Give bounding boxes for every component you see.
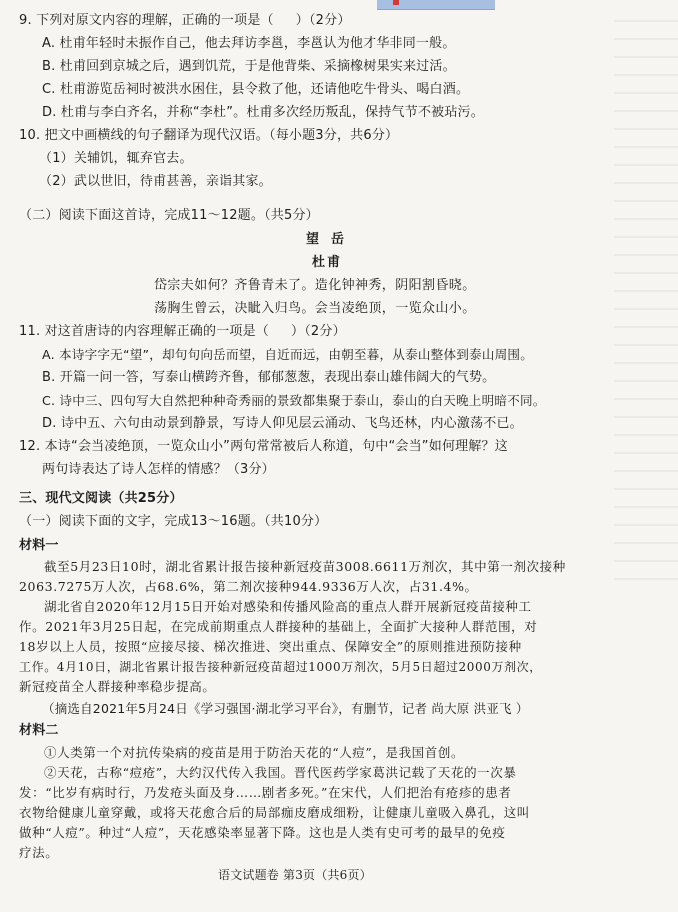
section3-heading: 三、现代文阅读（共25分） — [19, 491, 183, 506]
material1-line-7: 新冠疫苗全人群接种率稳步提高。 — [19, 679, 216, 694]
q10-stem: 10. 把文中画横线的句子翻译为现代汉语。（每小题3分，共6分） — [19, 128, 399, 143]
tab-red-mark — [393, 0, 399, 5]
material1-line-1: 截至5月23日10时，湖北省累计报告接种新冠疫苗3008.6611万剂次，其中第一剂次接种 — [44, 559, 566, 574]
poem-author: 杜甫 — [312, 255, 343, 270]
q9-stem — [19, 12, 351, 30]
q10-item-2: （2）武以世旧，待甫甚善，亲诣其家。 — [39, 174, 272, 189]
material1-line-5: 18岁以上人员，按照“应接尽接、梯次推进、突出重点、保障安全”的原则推进预防接种 — [19, 639, 522, 654]
material2-line-4: 衣物给健康儿童穿戴，或将天花愈合后的局部痂皮磨成细粉，让健康儿童吸入鼻孔，这叫 — [19, 805, 530, 820]
q10-item-1: （1）关辅饥，辄弃官去。 — [39, 151, 193, 166]
material1-line-2: 2063.7275万人次，占68.6%，第二剂次接种944.9336万人次，占31.4%。 — [19, 579, 478, 594]
q9-stem-a: 9. 下列对原文内容的理解，正确的一项是（ — [19, 13, 274, 28]
q11-option-c: C. 诗中三、四句写大自然把种种奇秀丽的景致都集聚于泰山，泰山的白天晚上明暗不同。 — [42, 393, 546, 408]
q11-option-b: B. 开篇一问一答，写泰山横跨齐鲁，郁郁葱葱，表现出泰山雄伟阔大的气势。 — [42, 370, 496, 385]
q9-stem-b: ）（2分） — [295, 13, 351, 28]
material2-line-3: 发：“比岁有病时行，乃发疮头面及身……剧者多死。”在宋代，人们把治有疮疹的患者 — [19, 785, 512, 800]
q9-option-a: A. 杜甫年轻时未振作自己，他去拜访李邕，李邕认为他才华非同一般。 — [42, 36, 456, 51]
poem-title: 望岳 — [306, 232, 357, 247]
q11-option-a: A. 本诗字字无“望”，却句句向岳而望，自近而远，由朝至暮，从泰山整体到泰山周围。 — [42, 347, 534, 362]
material2-line-1: ①人类第一个对抗传染病的疫苗是用于防治天花的“人痘”，是我国首创。 — [44, 745, 465, 760]
material1-line-6: 工作。4月10日，湖北省累计报告接种新冠疫苗超过1000万剂次，5月5日超过2000万剂次， — [19, 660, 542, 674]
poem-line-2: 荡胸生曾云，决眦入归鸟。会当凌绝顶，一览众山小。 — [154, 301, 476, 316]
material1-source: （摘选自2021年5月24日《学习强国·湖北学习平台》，有删节，记者 尚大原 洪亚飞 ） — [42, 701, 529, 716]
section3-subheading: （一）阅读下面的文字，完成13～16题。（共10分） — [19, 514, 328, 529]
q9-option-d: D. 杜甫与李白齐名，并称“李杜”。杜甫多次经历叛乱，保持气节不被玷污。 — [42, 105, 484, 120]
top-tab-marker — [377, 0, 495, 10]
material1-line-3: 湖北省自2020年12月15日开始对感染和传播风险高的重点人群开展新冠疫苗接种工 — [44, 599, 532, 614]
q9-option-b: B. 杜甫回到京城之后，遇到饥荒，于是他背柴、采摘橡树果实来过活。 — [42, 59, 456, 74]
q11-stem-a: 11. 对这首唐诗的内容理解正确的一项是（ — [19, 324, 270, 339]
bleed-through-shadow — [614, 20, 678, 580]
q11-option-d: D. 诗中五、六句由动景到静景，写诗人仰见层云涌动、飞鸟还林，内心激荡不已。 — [42, 416, 523, 431]
q12-line-1: 12. 本诗“会当凌绝顶，一览众山小”两句常常被后人称道，句中“会当”如何理解？这 — [19, 439, 508, 454]
q12-line-2: 两句诗表达了诗人怎样的情感？（3分） — [42, 462, 275, 477]
material1-line-4: 作。2021年3月25日起，在完成前期重点人群接种的基础上，全面扩大接种人群范围，对 — [19, 619, 538, 634]
q9-option-c: C. 杜甫游览岳祠时被洪水困住，县令救了他，还请他吃牛骨头、喝白酒。 — [42, 82, 470, 97]
poem-line-1: 岱宗夫如何？齐鲁青未了。造化钟神秀，阴阳割昏晓。 — [154, 278, 476, 293]
q11-stem — [19, 323, 346, 341]
material2-line-5: 做种“人痘”。种过“人痘”，天花感染率显著下降。这也是人类有史可考的最早的免疫 — [19, 825, 506, 840]
material2-label: 材料二 — [19, 723, 59, 738]
material2-line-2: ②天花，古称“痘疮”，大约汉代传入我国。晋代医药学家葛洪记载了天花的一次暴 — [44, 765, 517, 780]
page-footer: 语文试题卷 第3页（共6页） — [218, 868, 372, 882]
material1-label: 材料一 — [19, 538, 59, 553]
material2-line-6: 疗法。 — [19, 845, 59, 860]
q11-stem-b: ）（2分） — [291, 324, 346, 339]
poem-section-heading: （二）阅读下面这首诗，完成11～12题。（共5分） — [19, 208, 319, 223]
